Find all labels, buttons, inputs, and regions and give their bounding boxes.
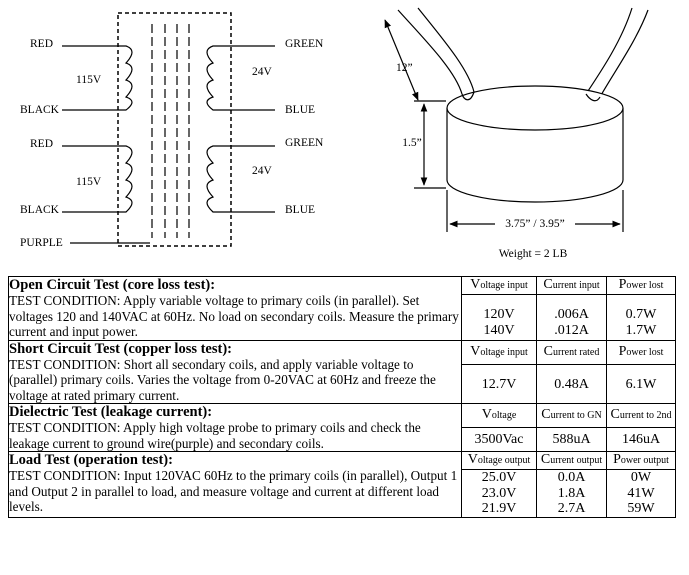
- value-cell: .006A .012A: [537, 295, 607, 341]
- test-title: Short Circuit Test (copper loss test):: [9, 340, 232, 357]
- open-circuit-test: [9, 277, 676, 341]
- value-cell: 6.1W: [607, 364, 676, 404]
- test-title: Load Test (operation test):: [9, 452, 173, 468]
- test-condition: TEST CONDITION: Apply variable voltage to primary coils (in parallel). Set voltages 120 and 140VAC at 60Hz. No load on secondary coils. Measure the primary current and input power.: [9, 293, 459, 339]
- label-black-1: BLACK: [20, 104, 59, 116]
- label-24v-1: 24V: [252, 66, 272, 78]
- label-red-1: RED: [30, 38, 53, 50]
- test-description-cell: [9, 277, 462, 341]
- transformer-diagram: [0, 0, 689, 268]
- core-enclosure: [118, 13, 231, 246]
- lead-wire-left-b: [418, 8, 474, 92]
- top-secondary-winding: [207, 46, 275, 110]
- col-header: Current to 2nd: [607, 404, 676, 428]
- value-cell: 12.7V: [462, 364, 537, 404]
- col-header: Voltage output: [462, 452, 537, 470]
- label-purple: PURPLE: [20, 237, 63, 249]
- value-cell: 3500Vac: [462, 428, 537, 452]
- col-header: Current to GN: [537, 404, 607, 428]
- label-green-1: GREEN: [285, 38, 324, 50]
- col-header: Voltage input: [462, 340, 537, 364]
- label-blue-2: BLUE: [285, 204, 316, 216]
- load-test: [9, 452, 676, 518]
- value-cell: 0.48A: [537, 364, 607, 404]
- label-red-2: RED: [30, 138, 53, 150]
- label-black-2: BLACK: [20, 204, 59, 216]
- value-cell: 0.7W 1.7W: [607, 295, 676, 341]
- col-header: Power lost: [607, 340, 676, 364]
- lead-length-dimension: [385, 20, 418, 100]
- test-condition: TEST CONDITION: Input 120VAC 60Hz to the primary coils (in parallel), Output 1 and Output 2 in parallel to load, and measure voltage and current at different load levels.: [9, 468, 458, 514]
- col-header: Current input: [537, 277, 607, 295]
- label-green-2: GREEN: [285, 137, 324, 149]
- short-circuit-test: [9, 340, 676, 404]
- diameter-label: 3.75” / 3.95”: [505, 218, 565, 230]
- col-header: Power lost: [607, 277, 676, 295]
- value-cell: 25.0V 23.0V 21.9V: [462, 470, 537, 518]
- toroid-drawing: [385, 8, 648, 232]
- value-cell: 146uA: [607, 428, 676, 452]
- label-115v-1: 115V: [76, 74, 102, 86]
- label-blue-1: BLUE: [285, 104, 316, 116]
- height-label: 1.5”: [402, 137, 422, 149]
- test-title: Open Circuit Test (core loss test):: [9, 277, 216, 293]
- dielectric-test: [9, 404, 676, 452]
- value-cell: 588uA: [537, 428, 607, 452]
- weight-label: Weight = 2 LB: [498, 248, 568, 260]
- test-description-cell: [9, 404, 462, 452]
- value-cell: 0.0A 1.8A 2.7A: [537, 470, 607, 518]
- col-header: Current output: [537, 452, 607, 470]
- value-cell: 120V 140V: [462, 295, 537, 341]
- lead-wire-right-b: [600, 10, 648, 97]
- test-condition: TEST CONDITION: Apply high voltage probe to primary coils and check the leakage current to ground wire(purple) and secondary coils.: [9, 420, 421, 451]
- test-title: Dielectric Test (leakage current):: [9, 404, 213, 420]
- col-header: Power output: [607, 452, 676, 470]
- label-115v-2: 115V: [76, 176, 102, 188]
- core-lines: [152, 24, 189, 238]
- test-condition: TEST CONDITION: Short all secondary coils, and apply variable voltage to (parallel) primary coils. Varies the voltage from 0-20VAC at 60Hz and freeze the voltage at rated primary current.: [9, 356, 436, 403]
- test-results-table: [8, 276, 676, 518]
- schematic: [20, 13, 324, 249]
- col-header: Current rated: [537, 340, 607, 364]
- value-cell: 0W 41W 59W: [607, 470, 676, 518]
- col-header: Voltage: [462, 404, 537, 428]
- label-24v-2: 24V: [252, 165, 272, 177]
- col-header: Voltage input: [462, 277, 537, 295]
- test-description-cell: [9, 340, 462, 404]
- bottom-secondary-winding: [207, 146, 275, 212]
- lead-length-label: 12”: [396, 62, 413, 74]
- test-description-cell: [9, 452, 462, 518]
